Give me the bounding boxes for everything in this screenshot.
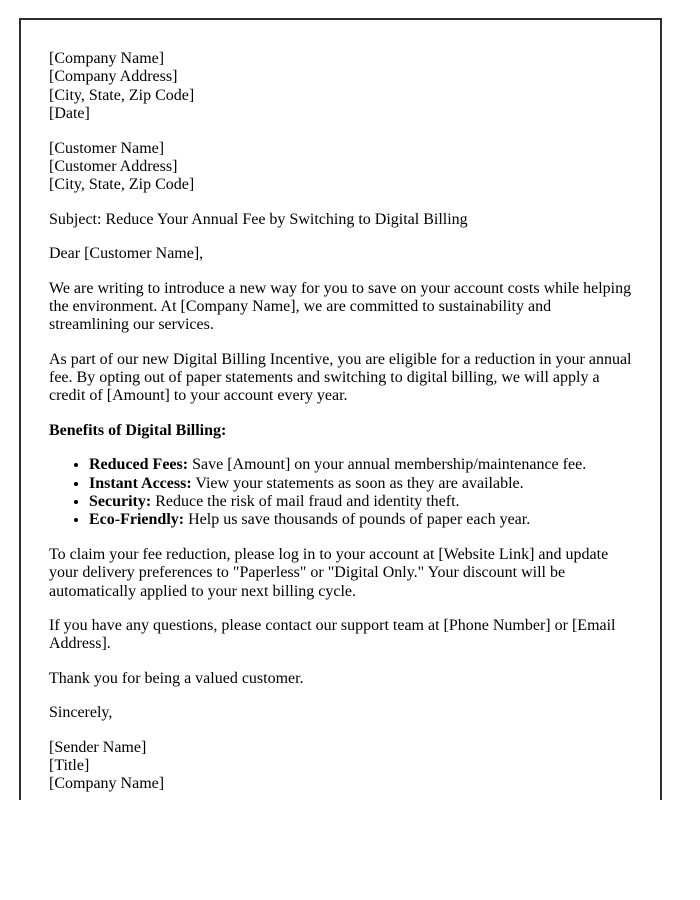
- recipient-city-state-zip: [City, State, Zip Code]: [49, 176, 195, 194]
- benefit-text: View your statements as soon as they are available.: [191, 474, 524, 492]
- recipient-address: [Customer Address]: [49, 157, 178, 175]
- benefit-text: Help us save thousands of pounds of paper each year.: [184, 511, 531, 529]
- paragraph-incentive: As part of our new Digital Billing Incentive, you are eligible for a reduction in your annual fee. By opting out of paper statements and switching to digital billing, we will apply a credit of [Amount] to your account every year.: [49, 350, 632, 405]
- benefits-heading: Benefits of Digital Billing:: [49, 421, 227, 439]
- recipient-block: [49, 140, 632, 195]
- letter-document: [19, 18, 662, 800]
- benefit-label: Reduced Fees:: [89, 456, 189, 474]
- letter-date: [Date]: [49, 105, 90, 123]
- signature-sender-name: [Sender Name]: [49, 738, 147, 756]
- sender-block: [49, 50, 632, 124]
- benefit-text: Save [Amount] on your annual membership/maintenance fee.: [188, 456, 587, 474]
- paragraph-thanks: Thank you for being a valued customer.: [49, 669, 304, 687]
- benefit-item-instant-access: [89, 475, 632, 493]
- paragraph-questions: If you have any questions, please contact our support team at [Phone Number] or [Email Address].: [49, 616, 616, 653]
- recipient-name: [Customer Name]: [49, 139, 165, 157]
- signature-title: [Title]: [49, 756, 90, 774]
- closing: Sincerely,: [49, 704, 113, 722]
- salutation: Dear [Customer Name],: [49, 245, 204, 263]
- subject-line: Subject: Reduce Your Annual Fee by Switching to Digital Billing: [49, 210, 468, 228]
- benefits-list: [49, 456, 632, 530]
- benefit-label: Instant Access:: [89, 474, 192, 492]
- benefit-item-eco-friendly: [89, 511, 632, 529]
- sender-company-name: [Company Name]: [49, 50, 165, 67]
- signature-company-name: [Company Name]: [49, 775, 165, 793]
- benefit-item-reduced-fees: [89, 456, 632, 474]
- benefit-label: Eco-Friendly:: [89, 511, 185, 529]
- benefit-text: Reduce the risk of mail fraud and identity theft.: [151, 493, 460, 511]
- sender-city-state-zip: [City, State, Zip Code]: [49, 86, 195, 104]
- benefit-item-security: [89, 493, 632, 511]
- paragraph-intro: We are writing to introduce a new way for you to save on your account costs while helping the environment. At [Company Name], we are committed to sustainability and streamlining our services.: [49, 279, 632, 334]
- paragraph-claim: To claim your fee reduction, please log in to your account at [Website Link] and update your delivery preferences to "Paperless" or "Digital Only." Your discount will be automatically applied to your next billing cycle.: [49, 545, 609, 600]
- signature-block: [49, 739, 632, 794]
- benefit-label: Security:: [89, 493, 152, 511]
- sender-company-address: [Company Address]: [49, 68, 178, 86]
